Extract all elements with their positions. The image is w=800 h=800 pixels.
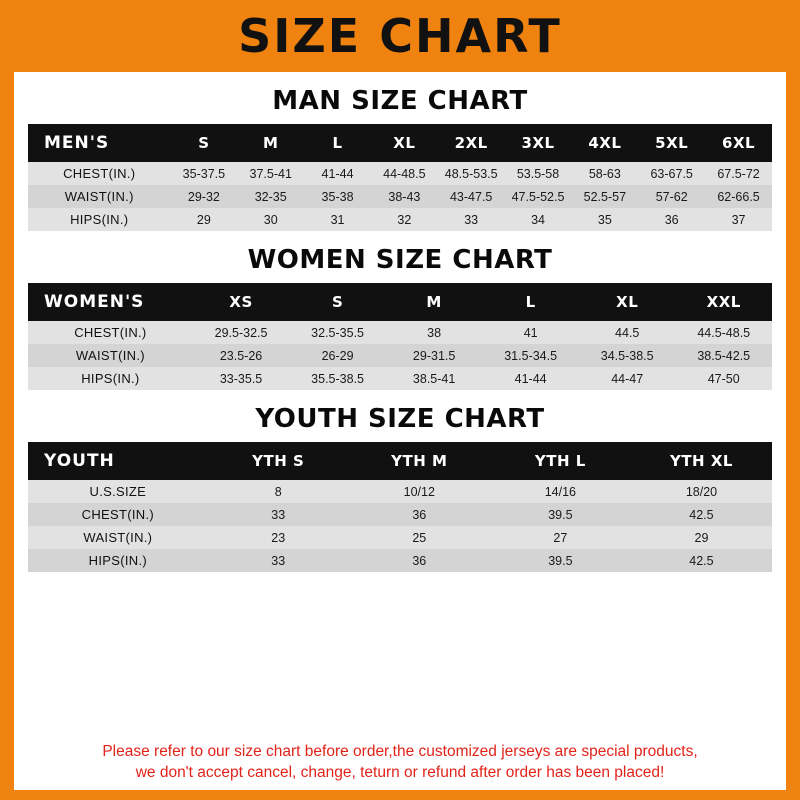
column-header: S bbox=[170, 124, 237, 162]
chart-content bbox=[14, 72, 786, 790]
row-header: CHEST(IN.) bbox=[28, 162, 170, 185]
table-row bbox=[28, 549, 772, 572]
column-header: XL bbox=[579, 283, 676, 321]
table-row bbox=[28, 185, 772, 208]
table-cell: 27 bbox=[490, 526, 631, 549]
row-header: U.S.SIZE bbox=[28, 480, 208, 503]
column-header: 4XL bbox=[571, 124, 638, 162]
table-cell: 58-63 bbox=[571, 162, 638, 185]
table-cell: 37.5-41 bbox=[237, 162, 304, 185]
women-size-table bbox=[28, 283, 772, 390]
table-cell: 44-48.5 bbox=[371, 162, 438, 185]
table-cell: 14/16 bbox=[490, 480, 631, 503]
table-cell: 47.5-52.5 bbox=[505, 185, 572, 208]
table-cell: 57-62 bbox=[638, 185, 705, 208]
table-cell: 44.5-48.5 bbox=[675, 321, 772, 344]
footer-line-1: Please refer to our size chart before order,the customized jerseys are special products, bbox=[102, 743, 698, 761]
column-header: XXL bbox=[675, 283, 772, 321]
table-cell: 33 bbox=[208, 549, 349, 572]
table-cell: 29 bbox=[631, 526, 772, 549]
table-cell: 31.5-34.5 bbox=[482, 344, 579, 367]
table-cell: 42.5 bbox=[631, 503, 772, 526]
section-women bbox=[28, 239, 772, 390]
column-header: YOUTH bbox=[28, 442, 208, 480]
table-row bbox=[28, 503, 772, 526]
section-title-youth: YOUTH SIZE CHART bbox=[255, 404, 545, 434]
table-header-row bbox=[28, 124, 772, 162]
table-cell: 62-66.5 bbox=[705, 185, 772, 208]
table-cell: 38.5-41 bbox=[386, 367, 483, 390]
table-cell: 47-50 bbox=[675, 367, 772, 390]
table-cell: 36 bbox=[349, 503, 490, 526]
table-cell: 36 bbox=[638, 208, 705, 231]
table-cell: 35-37.5 bbox=[170, 162, 237, 185]
table-cell: 32 bbox=[371, 208, 438, 231]
table-cell: 38 bbox=[386, 321, 483, 344]
table-cell: 33-35.5 bbox=[193, 367, 290, 390]
men-size-table bbox=[28, 124, 772, 231]
footer-line-2: we don't accept cancel, change, teturn or refund after order has been placed! bbox=[135, 764, 665, 782]
column-header: 2XL bbox=[438, 124, 505, 162]
table-cell: 32-35 bbox=[237, 185, 304, 208]
section-youth bbox=[28, 398, 772, 572]
table-header-row bbox=[28, 442, 772, 480]
column-header: WOMEN'S bbox=[28, 283, 193, 321]
column-header: M bbox=[386, 283, 483, 321]
table-cell: 63-67.5 bbox=[638, 162, 705, 185]
column-header: 6XL bbox=[705, 124, 772, 162]
table-cell: 34 bbox=[505, 208, 572, 231]
table-cell: 36 bbox=[349, 549, 490, 572]
table-cell: 8 bbox=[208, 480, 349, 503]
row-header: WAIST(IN.) bbox=[28, 526, 208, 549]
table-cell: 35 bbox=[571, 208, 638, 231]
table-cell: 35-38 bbox=[304, 185, 371, 208]
table-cell: 23.5-26 bbox=[193, 344, 290, 367]
table-cell: 29-31.5 bbox=[386, 344, 483, 367]
table-cell: 44-47 bbox=[579, 367, 676, 390]
table-cell: 29 bbox=[170, 208, 237, 231]
table-cell: 26-29 bbox=[289, 344, 386, 367]
section-title-women: WOMEN SIZE CHART bbox=[247, 245, 553, 275]
table-cell: 67.5-72 bbox=[705, 162, 772, 185]
table-cell: 43-47.5 bbox=[438, 185, 505, 208]
table-cell: 41-44 bbox=[482, 367, 579, 390]
table-cell: 25 bbox=[349, 526, 490, 549]
column-header: XS bbox=[193, 283, 290, 321]
column-header: M bbox=[237, 124, 304, 162]
table-cell: 44.5 bbox=[579, 321, 676, 344]
table-row bbox=[28, 162, 772, 185]
table-cell: 33 bbox=[438, 208, 505, 231]
table-cell: 30 bbox=[237, 208, 304, 231]
column-header: L bbox=[304, 124, 371, 162]
table-cell: 38-43 bbox=[371, 185, 438, 208]
table-header-row bbox=[28, 283, 772, 321]
table-row bbox=[28, 321, 772, 344]
row-header: WAIST(IN.) bbox=[28, 344, 193, 367]
table-cell: 34.5-38.5 bbox=[579, 344, 676, 367]
table-cell: 32.5-35.5 bbox=[289, 321, 386, 344]
table-cell: 29.5-32.5 bbox=[193, 321, 290, 344]
row-header: HIPS(IN.) bbox=[28, 367, 193, 390]
table-row bbox=[28, 344, 772, 367]
row-header: HIPS(IN.) bbox=[28, 549, 208, 572]
table-cell: 39.5 bbox=[490, 549, 631, 572]
table-cell: 48.5-53.5 bbox=[438, 162, 505, 185]
table-cell: 33 bbox=[208, 503, 349, 526]
table-cell: 23 bbox=[208, 526, 349, 549]
column-header: YTH L bbox=[490, 442, 631, 480]
table-cell: 38.5-42.5 bbox=[675, 344, 772, 367]
table-row bbox=[28, 367, 772, 390]
column-header: MEN'S bbox=[28, 124, 170, 162]
table-cell: 37 bbox=[705, 208, 772, 231]
footer-warning bbox=[28, 732, 772, 790]
row-header: HIPS(IN.) bbox=[28, 208, 170, 231]
row-header: CHEST(IN.) bbox=[28, 321, 193, 344]
youth-size-table bbox=[28, 442, 772, 572]
column-header: 3XL bbox=[505, 124, 572, 162]
column-header: XL bbox=[371, 124, 438, 162]
table-cell: 41-44 bbox=[304, 162, 371, 185]
table-cell: 42.5 bbox=[631, 549, 772, 572]
table-cell: 39.5 bbox=[490, 503, 631, 526]
table-row bbox=[28, 526, 772, 549]
table-cell: 52.5-57 bbox=[571, 185, 638, 208]
table-cell: 18/20 bbox=[631, 480, 772, 503]
table-row bbox=[28, 208, 772, 231]
page-title: SIZE CHART bbox=[238, 9, 562, 63]
row-header: CHEST(IN.) bbox=[28, 503, 208, 526]
row-header: WAIST(IN.) bbox=[28, 185, 170, 208]
table-cell: 35.5-38.5 bbox=[289, 367, 386, 390]
column-header: YTH XL bbox=[631, 442, 772, 480]
column-header: L bbox=[482, 283, 579, 321]
table-row bbox=[28, 480, 772, 503]
column-header: 5XL bbox=[638, 124, 705, 162]
column-header: YTH S bbox=[208, 442, 349, 480]
table-cell: 10/12 bbox=[349, 480, 490, 503]
column-header: YTH M bbox=[349, 442, 490, 480]
column-header: S bbox=[289, 283, 386, 321]
table-cell: 41 bbox=[482, 321, 579, 344]
banner bbox=[14, 0, 786, 72]
table-cell: 31 bbox=[304, 208, 371, 231]
section-title-men: MAN SIZE CHART bbox=[272, 86, 528, 116]
section-men bbox=[28, 80, 772, 231]
table-cell: 29-32 bbox=[170, 185, 237, 208]
table-cell: 53.5-58 bbox=[505, 162, 572, 185]
